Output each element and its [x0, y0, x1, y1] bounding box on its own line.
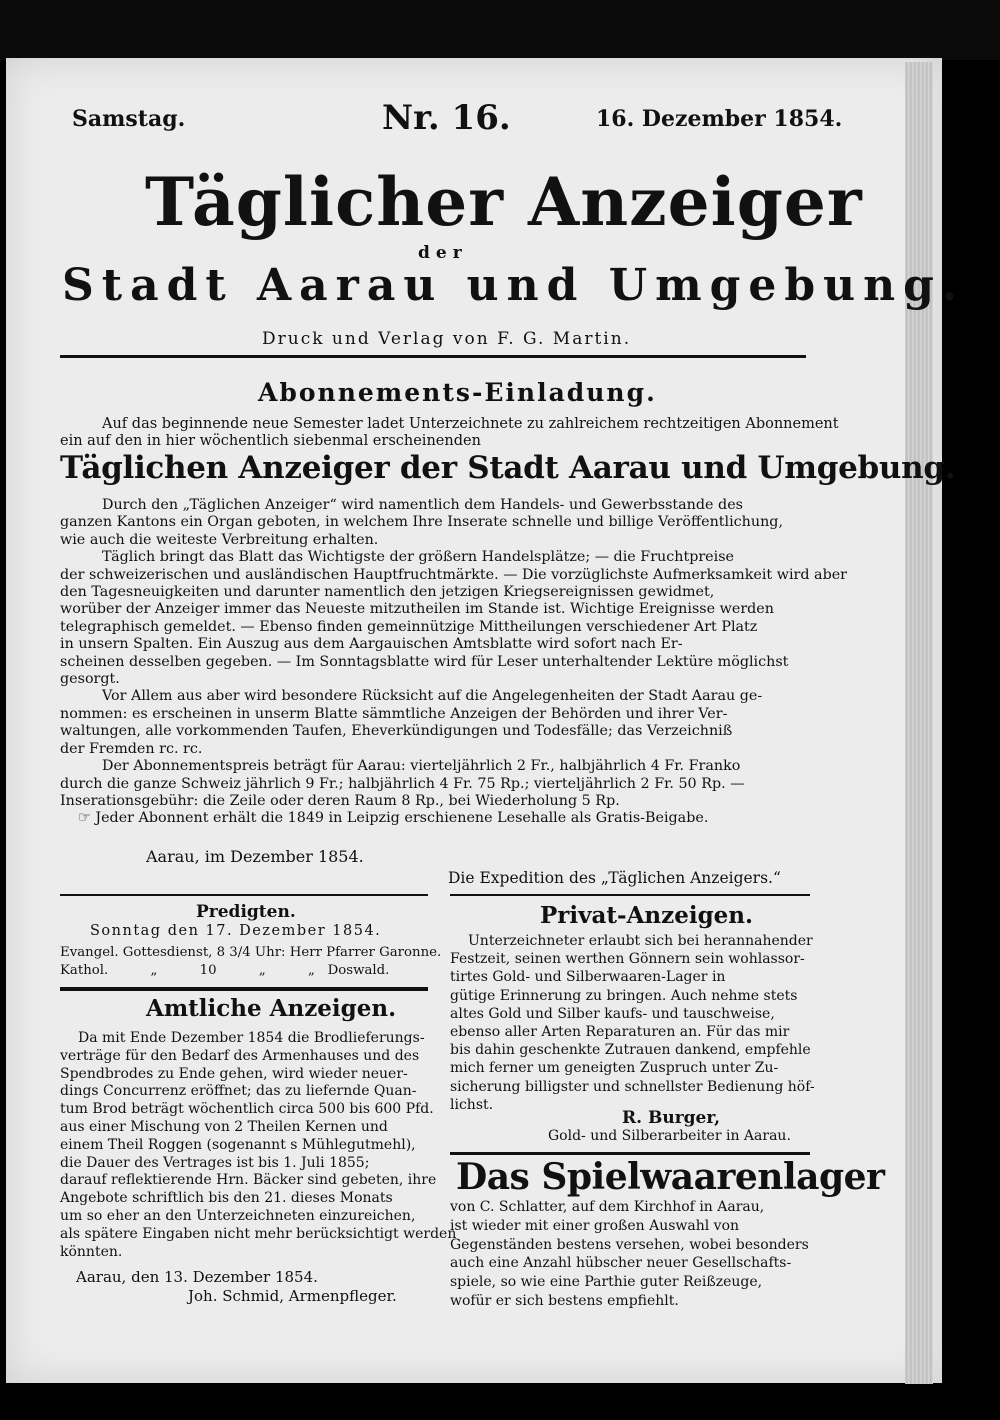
spielwaaren-heading: Das Spielwaarenlager: [456, 1156, 885, 1198]
privat-signature-title: Gold- und Silberarbeiter in Aarau.: [548, 1128, 791, 1144]
body-line: ganzen Kantons ein Organ geboten, in welchem Ihre Inserate schnelle und billige Veröffentlichung,: [60, 514, 783, 531]
body-line: gesorgt.: [60, 671, 120, 688]
privat-line: tirtes Gold- und Silberwaaren-Lager in: [450, 969, 726, 986]
amtliche-line: könnten.: [60, 1243, 123, 1260]
abonnement-intro: [60, 416, 839, 451]
amtliche-line: einem Theil Roggen (sogenannt s Mühlegutmehl),: [60, 1136, 416, 1153]
body-line: Durch den „Täglichen Anzeiger“ wird namentlich dem Handels- und Gewerbsstande des: [102, 497, 743, 513]
spielwaaren-body: [450, 1198, 809, 1311]
amtliche-signature: Joh. Schmid, Armenpfleger.: [188, 1287, 397, 1305]
body-line: der schweizerischen und ausländischen Hauptfruchtmärkte. — Die vorzüglichste Aufmerksamkeit wird aber: [60, 566, 848, 583]
amtliche-line: tum Brod beträgt wöchentlich circa 500 bis 600 Pfd.: [60, 1101, 434, 1118]
privat-line: gütige Erinnerung zu bringen. Auch nehme stets: [450, 987, 798, 1004]
amtliche-body: [60, 1030, 456, 1261]
masthead-day: Samstag.: [72, 106, 186, 132]
body-line: Vor Allem aus aber wird besondere Rücksicht auf die Angelegenheiten der Stadt Aarau ge-: [102, 688, 763, 705]
body-line: Inserationsgebühr: die Zeile oder deren Raum 8 Rp., bei Wiederholung 5 Rp.: [60, 792, 620, 809]
predigt-line: Evangel. Gottesdienst, 8 3/4 Uhr: Herr Pfarrer Garonne.: [60, 945, 442, 960]
abonnement-body: [60, 497, 847, 828]
predigten-date: Sonntag den 17. Dezember 1854.: [90, 923, 382, 939]
privat-line: Unterzeichneter erlaubt sich bei herannahender: [468, 933, 813, 949]
masthead-date: 16. Dezember 1854.: [596, 106, 843, 132]
body-line: den Tagesneuigkeiten und darunter namentlich den jetzigen Kriegsereignissen gewidmet,: [60, 584, 715, 601]
masthead-publisher: Druck und Verlag von F. G. Martin.: [262, 329, 632, 349]
body-line: wie auch die weiteste Verbreitung erhalten.: [60, 531, 379, 548]
spielwaaren-line: ist wieder mit einer großen Auswahl von: [450, 1217, 740, 1234]
predigten-rule: [60, 987, 428, 991]
amtliche-line: um so eher an den Unterzeichneten einzureichen,: [60, 1207, 416, 1224]
amtliche-line: darauf reflektierende Hrn. Bäcker sind gebeten, ihre: [60, 1172, 437, 1189]
abonnement-big-title: Täglichen Anzeiger der Stadt Aarau und Umgebung.: [60, 450, 956, 486]
left-column-rule: [60, 894, 428, 896]
abonnement-heading: Abonnements-Einladung.: [258, 378, 657, 407]
masthead-rule: [60, 355, 806, 358]
body-line: nommen: es erscheinen in unserm Blatte sämmtliche Anzeigen der Behörden und ihrer Ver-: [60, 705, 728, 722]
privat-line: sicherung billigster und schnellster Bedienung höf-: [450, 1078, 815, 1095]
predigt-line: Kathol. „ 10 „ „ Doswald.: [60, 963, 390, 978]
body-line: der Fremden rc. rc.: [60, 740, 203, 757]
intro-line: Auf das beginnende neue Semester ladet Unterzeichnete zu zahlreichem rechtzeitigen Abonnement: [102, 416, 839, 432]
privat-line: Festzeit, seinen werthen Gönnern sein wohlassor-: [450, 951, 805, 968]
masthead-number: Nr. 16.: [382, 98, 511, 138]
privat-heading: Privat-Anzeigen.: [540, 902, 754, 929]
spielwaaren-line: auch eine Anzahl hübscher neuer Gesellschafts-: [450, 1255, 792, 1272]
body-line: worüber der Anzeiger immer das Neueste mitzutheilen im Stande ist. Wichtige Ereignisse werden: [60, 601, 774, 618]
privat-line: bis dahin geschenkte Zutrauen dankend, empfehle: [450, 1042, 811, 1059]
privat-line: mich ferner um geneigten Zuspruch unter Zu-: [450, 1060, 779, 1077]
amtliche-line: Da mit Ende Dezember 1854 die Brodlieferungs-: [78, 1030, 425, 1046]
privat-body: [450, 932, 815, 1114]
body-line: waltungen, alle vorkommenden Taufen, Eheverkündigungen und Todesfälle; das Verzeichniß: [60, 723, 733, 740]
predigten-list: [60, 944, 441, 980]
spielwaaren-line: von C. Schlatter, auf dem Kirchhof in Aarau,: [450, 1199, 765, 1215]
privat-line: ebenso aller Arten Reparaturen an. Für das mir: [450, 1024, 790, 1041]
spielwaaren-line: spiele, so wie eine Parthie guter Reißzeuge,: [450, 1274, 763, 1291]
abonnement-signature: Die Expedition des „Täglichen Anzeigers.“: [448, 869, 781, 887]
amtliche-heading: Amtliche Anzeigen.: [146, 995, 397, 1022]
amtliche-line: verträge für den Bedarf des Armenhauses und des: [60, 1047, 420, 1064]
amtliche-line: dings Concurrenz eröffnet; das zu liefernde Quan-: [60, 1083, 417, 1100]
body-line: telegraphisch gemeldet. — Ebenso finden gemeinnützige Mittheilungen verschiedener Art Platz: [60, 618, 758, 635]
amtliche-line: als spätere Eingaben nicht mehr berücksichtigt werden: [60, 1225, 457, 1242]
amtliche-place-date: Aarau, den 13. Dezember 1854.: [76, 1268, 318, 1286]
body-line: ☞ Jeder Abonnent erhält die 1849 in Leipzig erschienene Lesehalle als Gratis-Beigabe.: [78, 810, 709, 827]
privat-signature-name: R. Burger,: [622, 1108, 720, 1128]
intro-line: ein auf den in hier wöchentlich siebenmal erscheinenden: [60, 433, 481, 450]
masthead-title: Täglicher Anzeiger: [145, 163, 863, 241]
body-line: scheinen desselben gegeben. — Im Sonntagsblatte wird für Leser unterhaltender Lektüre möglichst: [60, 653, 789, 670]
body-line: durch die ganze Schweiz jährlich 9 Fr.; halbjährlich 4 Fr. 75 Rp.; vierteljährlich 2 Fr. 50 Rp. —: [60, 775, 745, 792]
amtliche-line: die Dauer des Vertrages ist bis 1. Juli 1855;: [60, 1154, 370, 1171]
predigten-heading: Predigten.: [196, 902, 296, 922]
right-column-rule: [450, 894, 810, 896]
body-line: Der Abonnementspreis beträgt für Aarau: vierteljährlich 2 Fr., halbjährlich 4 Fr. Franko: [102, 758, 741, 775]
masthead-subtitle: Stadt Aarau und Umgebung.: [62, 260, 966, 311]
spielwaaren-line: Gegenständen bestens versehen, wobei besonders: [450, 1236, 809, 1253]
masthead-der: der: [418, 243, 468, 263]
amtliche-line: Spendbrodes zu Ende gehen, wird wieder neuer-: [60, 1065, 408, 1082]
amtliche-line: aus einer Mischung von 2 Theilen Kernen und: [60, 1118, 388, 1135]
scan-background-top: [0, 0, 1000, 60]
privat-rule: [450, 1152, 810, 1155]
abonnement-place-date: Aarau, im Dezember 1854.: [146, 847, 364, 866]
body-line: Täglich bringt das Blatt das Wichtigste der größern Handelsplätze; — die Fruchtpreise: [102, 549, 735, 566]
privat-line: altes Gold und Silber kaufs- und tauschweise,: [450, 1005, 775, 1022]
spielwaaren-line: wofür er sich bestens empfiehlt.: [450, 1292, 679, 1309]
amtliche-line: Angebote schriftlich bis den 21. dieses Monats: [60, 1190, 393, 1207]
privat-line: lichst.: [450, 1096, 494, 1113]
body-line: in unsern Spalten. Ein Auszug aus dem Aargauischen Amtsblatte wird sofort nach Er-: [60, 636, 683, 653]
